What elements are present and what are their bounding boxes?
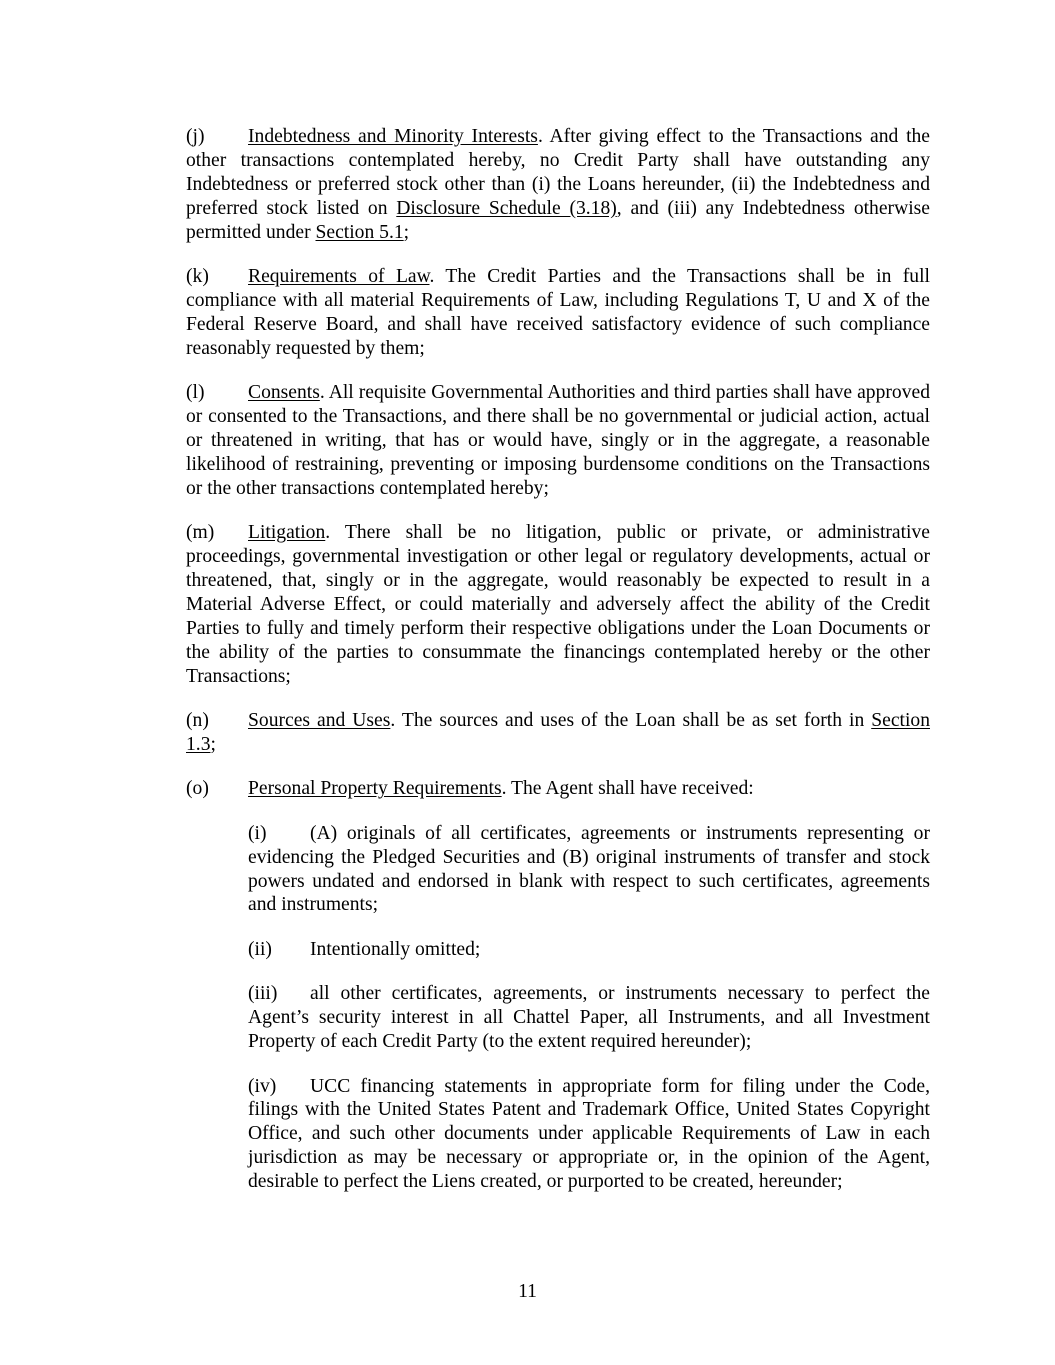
section-reference: Section 1.3 [186, 710, 930, 755]
subparagraph-i [248, 822, 930, 918]
paragraph-n [186, 709, 930, 757]
page-number: 11 [518, 1281, 537, 1302]
paragraph-heading: Litigation [248, 522, 326, 544]
paragraph-text: . After giving effect to the Transactions and the other transactions contemplated hereby, no Credit Party shall have outstanding any Indebtedness or preferred stock other than (i) the Loans hereunder, (ii) the Indebtedness and preferred stock listed on [186, 126, 931, 219]
paragraph-text: ; [403, 221, 410, 243]
document-page [186, 125, 930, 1215]
paragraph-label: (k) [186, 266, 209, 288]
subparagraph-text: UCC financing statements in appropriate form for filing under the Code, filings with the United States Patent and Trademark Office, United States Copyright Office, and such other documents under applicable Requirements of Law in each jurisdiction as may be necessary or appropriate or, in the opinion of the Agent, desirable to perfect the Liens created, or purported to be created, hereunder; [248, 1075, 930, 1193]
subparagraph-label: (iv) [248, 1075, 277, 1097]
subparagraph-ii [248, 938, 930, 962]
paragraph-text: . The Agent shall have received: [501, 778, 754, 800]
paragraph-label: (j) [186, 126, 205, 147]
paragraph-j [186, 125, 930, 245]
paragraph-text: , and (iii) any Indebtedness otherwise permitted under [186, 197, 930, 243]
paragraph-label: (m) [186, 522, 215, 544]
paragraph-label: (n) [186, 710, 209, 732]
paragraph-o [186, 777, 930, 801]
paragraph-text: . All requisite Governmental Authorities and third parties shall have approved or consented to the Transactions, and there shall be no governmental or judicial action, actual or threatened in writing, that has or would have, singly or in the aggregate, a reasonable likelihood of restraining, preventing or imposing burdensome conditions on the Transactions or the other transactions contemplated hereby; [186, 382, 930, 499]
section-reference: Section 5.1 [315, 221, 404, 243]
subparagraph-label: (i) [248, 822, 267, 844]
subparagraph-iv [248, 1075, 930, 1195]
paragraph-heading: Personal Property Requirements [248, 778, 502, 800]
paragraph-text: . There shall be no litigation, public or private, or administrative proceedings, governmental investigation or other legal or regulatory developments, actual or threatened, that, singly or in the aggregate, would reasonably be expected to result in a Material Adverse Effect, or could materially and adversely affect the ability of the Credit Parties to fully and timely perform their respective obligations under the Loan Documents or the ability of the parties to consummate the financings contemplated hereby or the other Transactions; [186, 522, 930, 687]
paragraph-label: (o) [186, 778, 209, 800]
subparagraph-text: Intentionally omitted; [310, 938, 481, 960]
schedule-reference: Disclosure Schedule (3.18) [396, 197, 617, 219]
paragraph-text: . The Credit Parties and the Transactions shall be in full compliance with all material Requirements of Law, including Regulations T, U and X of the Federal Reserve Board, and shall have received satisfactory evidence of such compliance reasonably requested by them; [186, 266, 930, 359]
paragraph-text: ; [210, 733, 216, 755]
subparagraph-text: all other certificates, agreements, or instruments necessary to perfect the Agent’s security interest in all Chattel Paper, all Instruments, and all Investment Property of each Credit Party (to the extent required hereunder); [248, 983, 930, 1053]
paragraph-heading: Sources and Uses [248, 710, 391, 732]
paragraph-l [186, 381, 930, 501]
paragraph-heading: Indebtedness and Minority Interests [248, 126, 538, 147]
paragraph-m [186, 521, 930, 688]
paragraph-k [186, 265, 930, 361]
subparagraph-iii [248, 982, 930, 1054]
paragraph-heading: Requirements of Law [248, 266, 430, 288]
paragraph-text: . The sources and uses of the Loan shall be as set forth in [390, 710, 872, 732]
subparagraph-label: (ii) [248, 938, 272, 960]
subparagraph-text: (A) originals of all certificates, agreements or instruments representing or evidencing the Pledged Securities and (B) original instruments of transfer and stock powers undated and endorsed in blank with respect to such certificates, agreements and instruments; [248, 822, 930, 916]
paragraph-label: (l) [186, 382, 205, 404]
subparagraph-label: (iii) [248, 983, 278, 1005]
paragraph-heading: Consents [248, 382, 320, 404]
